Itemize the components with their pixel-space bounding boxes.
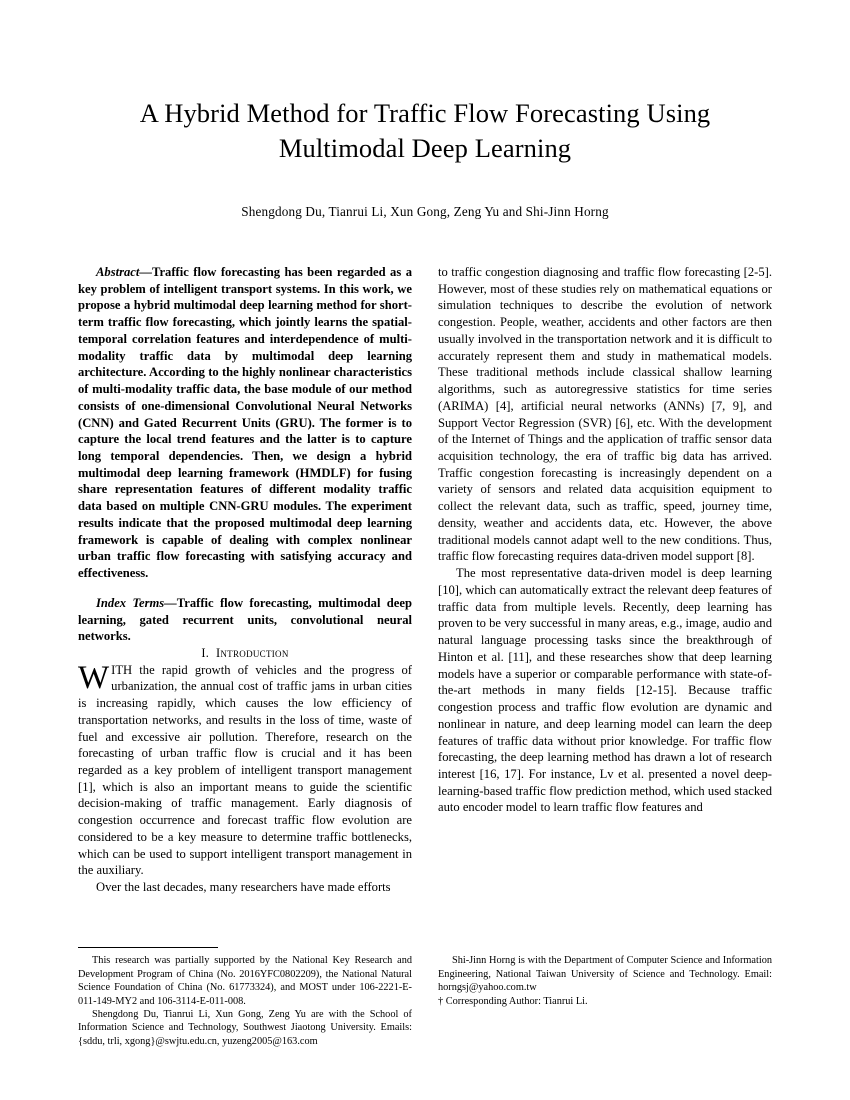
drop-cap: W — [78, 659, 110, 696]
section-heading-introduction — [78, 645, 412, 662]
section-number: I. — [201, 646, 210, 661]
abstract-paragraph — [78, 264, 412, 582]
left-column — [78, 264, 412, 896]
footnote-area — [78, 947, 772, 1048]
intro-paragraph-1 — [78, 659, 412, 880]
two-column-body — [78, 264, 772, 896]
abstract-label: Abstract— — [96, 264, 152, 279]
index-terms-paragraph — [78, 595, 412, 645]
author-list: Shengdong Du, Tianrui Li, Xun Gong, Zeng Yu and Shi-Jinn Horng — [241, 203, 609, 219]
footnote-rule — [78, 947, 218, 948]
footnote-funding: This research was partially supported by the National Key Research and Development Program of China (No. 2016YFC0802209), the National Natural Science Foundation of China (No. 61773324), and MOST under 106-2221-E-011-149-MY2 and 106-3114-E-011-008. — [78, 955, 412, 1007]
page-title: A Hybrid Method for Traffic Flow Forecasting Using Multimodal Deep Learning — [139, 98, 711, 163]
footnote-right-column — [438, 947, 772, 1048]
right-paragraph-1: to traffic congestion diagnosing and traffic flow forecasting [2-5]. However, most of these studies rely on mathematical equations or simulation techniques to describe the evolution of network congestion. People, weather, accidents and other factors are then usually involved in the transportation network and it is difficult to accurately represent them and study in mathematical models. These traditional methods include classical shallow learning algorithms, such as autoregressive statistics for time series (ARIMA) [4], artificial neural networks (ANNs) [7, 9], and Support Vector Regression (SVR) [6], etc. With the development of the Internet of Things and the application of traffic sensor data acquisition technology, the era of traffic big data has arrived. Traffic congestion forecasting is increasingly dependent on a variety of sensors and related data acquisition equipment to collect the relevant data, such as traffic, speed, journey time, density, weather and accidents data, etc. However, the above traditional models cannot adapt well to the new conditions. Thus, traffic flow forecasting requires data-driven model support [8]. — [438, 264, 772, 564]
index-terms-text: Traffic flow forecasting, multimodal deep learning, gated recurrent units, convolutional neural networks. — [78, 595, 412, 644]
index-terms-label: Index Terms— — [96, 595, 177, 610]
footnote-corresponding-author: † Corresponding Author: Tianrui Li. — [438, 995, 588, 1007]
section-title: Introduction — [215, 646, 289, 661]
footnote-affiliation-primary: Shengdong Du, Tianrui Li, Xun Gong, Zeng Yu are with the School of Information Science and Technology, Southwest Jiaotong University. Emails: {sddu, trli, xgong}@swjtu.edu.cn, yuzeng2005@163.com — [78, 1008, 412, 1047]
intro-paragraph-1-text: ITH the rapid growth of vehicles and the progress of urbanization, the annual cost of traffic jams in urban cities is increasing rapidly, which causes the low efficiency of transportation networks, and results in the loss of time, waste of fuel and excessive air pollution. Therefore, research on the forecasting of urban traffic flow is crucial and it has been regarded as a key problem of intelligent transport management [1], which is also an important means to guide the scientific decision-making of traffic management. Early diagnosis of congestion occurrence and forecast traffic flow evolution are considered to be a key measure to determine traffic bottlenecks, which can be used to support intelligent transport management in the auxiliary. — [78, 662, 412, 878]
footnote-affiliation-secondary: Shi-Jinn Horng is with the Department of Computer Science and Information Engineering, National Taiwan University of Science and Technology. Email: horngsj@yahoo.com.tw — [438, 955, 772, 994]
right-paragraph-2: The most representative data-driven model is deep learning [10], which can automatically extract the relevant deep features of traffic data from multiple levels. Recently, deep learning has proven to be very successful in many areas, e.g., image, audio and natural language processing tasks since the breakthrough of Hinton et al. [11], and these researches show that deep learning models have a superior or comparable performance with state-of-the-art methods in many fields [12-15]. Because traffic congestion process and traffic flow evolution are dynamic and nonlinear in nature, and deep learning model can learn the deep features of traffic data without prior knowledge. For traffic flow forecasting, the deep learning method has drawn a lot of research interest [16, 17]. For instance, Lv et al. presented a novel deep-learning-based traffic flow prediction method, which used stacked auto encoder model to learn traffic flow features and — [438, 566, 772, 815]
intro-paragraph-2: Over the last decades, many researchers have made efforts — [96, 880, 391, 895]
abstract-text: Traffic flow forecasting has been regarded as a key problem of intelligent transport systems. In this work, we propose a hybrid multimodal deep learning method for short-term traffic flow forecasting, which jointly learns the spatial-temporal correlation features and interdependence of multi-modality traffic data by multimodal deep learning architecture. According to the highly nonlinear characteristics of multi-modality traffic data, the base module of our method consists of one-dimensional Convolutional Neural Networks (CNN) and Gated Recurrent Units (GRU). The former is to capture the local trend features and the latter is to capture long temporal dependencies. Then, we design a hybrid multimodal deep learning framework (HMDLF) for fusing share representation features of different modality traffic data based on multiple CNN-GRU modules. The experiment results indicate that the proposed multimodal deep learning framework is capable of dealing with complex nonlinear urban traffic flow forecasting with satisfying accuracy and effectiveness. — [78, 264, 412, 581]
right-column — [438, 264, 772, 896]
footnote-left-column — [78, 947, 412, 1048]
